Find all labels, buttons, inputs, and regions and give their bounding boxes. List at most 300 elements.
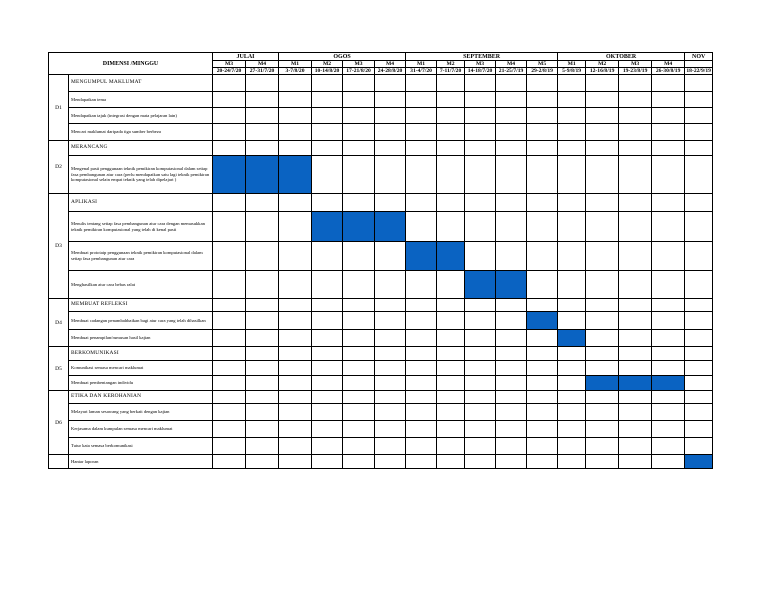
- schedule-cell: [375, 242, 406, 271]
- schedule-cell: [437, 194, 465, 212]
- schedule-cell: [213, 75, 246, 92]
- schedule-cell: [685, 312, 713, 330]
- schedule-cell: [496, 242, 527, 271]
- schedule-cell: [437, 330, 465, 347]
- schedule-cell: [527, 108, 558, 124]
- activity-row: [49, 156, 713, 194]
- dimension-cell: D2: [49, 141, 69, 194]
- schedule-cell: [213, 212, 246, 242]
- week-header: M1: [406, 61, 437, 68]
- schedule-cell: [213, 330, 246, 347]
- week-header: M5: [527, 61, 558, 68]
- schedule-cell: [685, 271, 713, 299]
- schedule-cell: [586, 404, 619, 421]
- schedule-cell: [652, 347, 685, 361]
- schedule-cell: [558, 376, 586, 391]
- schedule-cell: [279, 312, 312, 330]
- schedule-cell: [496, 438, 527, 455]
- schedule-cell: [652, 455, 685, 469]
- schedule-cell: [246, 361, 279, 376]
- schedule-cell: [437, 141, 465, 156]
- schedule-cell: [496, 347, 527, 361]
- schedule-bar-cell: [279, 156, 312, 194]
- schedule-cell: [312, 242, 343, 271]
- schedule-cell: [586, 271, 619, 299]
- schedule-cell: [586, 421, 619, 438]
- activity-label: Mencari maklumat daripada tiga sumber berbeza: [69, 124, 213, 141]
- schedule-cell: [343, 242, 375, 271]
- schedule-cell: [246, 421, 279, 438]
- schedule-cell: [685, 347, 713, 361]
- week-date-header: 21-25/7/19: [496, 68, 527, 75]
- schedule-cell: [527, 391, 558, 404]
- schedule-cell: [213, 312, 246, 330]
- activity-row: [49, 108, 713, 124]
- schedule-cell: [558, 141, 586, 156]
- schedule-cell: [465, 108, 496, 124]
- schedule-cell: [246, 391, 279, 404]
- schedule-cell: [586, 75, 619, 92]
- schedule-cell: [586, 330, 619, 347]
- schedule-cell: [437, 455, 465, 469]
- schedule-cell: [375, 330, 406, 347]
- schedule-cell: [343, 376, 375, 391]
- schedule-cell: [375, 347, 406, 361]
- schedule-cell: [312, 156, 343, 194]
- schedule-cell: [496, 361, 527, 376]
- schedule-cell: [406, 156, 437, 194]
- schedule-cell: [496, 421, 527, 438]
- schedule-cell: [619, 312, 652, 330]
- activity-row: [49, 242, 713, 271]
- schedule-cell: [312, 361, 343, 376]
- dimension-cell: [49, 455, 69, 469]
- schedule-bar-cell: [465, 271, 496, 299]
- schedule-cell: [312, 92, 343, 108]
- schedule-cell: [558, 438, 586, 455]
- schedule-cell: [586, 455, 619, 469]
- schedule-cell: [496, 156, 527, 194]
- schedule-cell: [312, 141, 343, 156]
- week-header: M1: [279, 61, 312, 68]
- schedule-cell: [619, 391, 652, 404]
- activity-label: Melayari laman sesawang yang berkait dengan kajian: [69, 404, 213, 421]
- schedule-cell: [246, 376, 279, 391]
- week-header: M4: [652, 61, 685, 68]
- schedule-cell: [343, 156, 375, 194]
- activity-row: [49, 421, 713, 438]
- schedule-cell: [619, 92, 652, 108]
- schedule-cell: [213, 376, 246, 391]
- week-header: M2: [586, 61, 619, 68]
- schedule-cell: [246, 347, 279, 361]
- schedule-cell: [343, 330, 375, 347]
- schedule-cell: [246, 438, 279, 455]
- schedule-cell: [375, 361, 406, 376]
- schedule-cell: [246, 242, 279, 271]
- schedule-cell: [527, 156, 558, 194]
- schedule-cell: [558, 312, 586, 330]
- schedule-cell: [465, 421, 496, 438]
- schedule-bar-cell: [312, 212, 343, 242]
- activity-row: [49, 391, 713, 404]
- schedule-cell: [619, 108, 652, 124]
- schedule-cell: [527, 404, 558, 421]
- schedule-cell: [406, 330, 437, 347]
- schedule-cell: [558, 361, 586, 376]
- schedule-cell: [652, 212, 685, 242]
- week-date-header: 17-21/8/20: [343, 68, 375, 75]
- schedule-cell: [586, 361, 619, 376]
- schedule-cell: [496, 92, 527, 108]
- schedule-cell: [685, 421, 713, 438]
- schedule-cell: [279, 438, 312, 455]
- week-date-header: 26-30/8/19: [652, 68, 685, 75]
- schedule-cell: [619, 330, 652, 347]
- schedule-cell: [437, 299, 465, 312]
- schedule-cell: [685, 124, 713, 141]
- activity-row: [49, 212, 713, 242]
- schedule-cell: [619, 212, 652, 242]
- activity-row: [49, 271, 713, 299]
- schedule-cell: [246, 75, 279, 92]
- schedule-cell: [437, 404, 465, 421]
- schedule-bar-cell: [437, 242, 465, 271]
- schedule-cell: [437, 156, 465, 194]
- schedule-cell: [465, 124, 496, 141]
- schedule-cell: [685, 404, 713, 421]
- activity-label: Menghasilkan atur cara bebas ralat: [69, 271, 213, 299]
- schedule-cell: [279, 271, 312, 299]
- section-title: MERANCANG: [69, 141, 213, 156]
- schedule-cell: [558, 347, 586, 361]
- schedule-cell: [652, 75, 685, 92]
- schedule-cell: [437, 361, 465, 376]
- schedule-cell: [375, 312, 406, 330]
- schedule-cell: [496, 194, 527, 212]
- schedule-cell: [279, 299, 312, 312]
- schedule-cell: [375, 421, 406, 438]
- schedule-cell: [496, 330, 527, 347]
- schedule-cell: [406, 376, 437, 391]
- month-header: NOV: [685, 53, 713, 61]
- schedule-cell: [437, 421, 465, 438]
- schedule-cell: [619, 347, 652, 361]
- schedule-cell: [312, 330, 343, 347]
- activity-row: [49, 75, 713, 92]
- schedule-cell: [527, 212, 558, 242]
- schedule-cell: [312, 299, 343, 312]
- schedule-cell: [558, 194, 586, 212]
- schedule-cell: [279, 347, 312, 361]
- week-date-header: 10-14/8/20: [312, 68, 343, 75]
- schedule-cell: [343, 404, 375, 421]
- activity-label: Mendapatkan tajuk (integrasi dengan mata pelajaran lain): [69, 108, 213, 124]
- schedule-cell: [246, 194, 279, 212]
- activity-label: Tutur kata semasa berkomunikasi: [69, 438, 213, 455]
- schedule-cell: [279, 194, 312, 212]
- month-header: SEPTEMBER: [406, 53, 558, 61]
- schedule-cell: [465, 141, 496, 156]
- activity-label: Membuat penampilan/rumusan hasil kajian: [69, 330, 213, 347]
- schedule-cell: [652, 156, 685, 194]
- schedule-cell: [375, 391, 406, 404]
- schedule-cell: [279, 391, 312, 404]
- schedule-bar-cell: [213, 156, 246, 194]
- schedule-cell: [312, 347, 343, 361]
- week-header: M4: [496, 61, 527, 68]
- schedule-cell: [586, 347, 619, 361]
- schedule-cell: [685, 242, 713, 271]
- schedule-cell: [685, 376, 713, 391]
- schedule-cell: [586, 312, 619, 330]
- schedule-cell: [558, 455, 586, 469]
- schedule-cell: [437, 391, 465, 404]
- schedule-cell: [527, 438, 558, 455]
- schedule-cell: [652, 141, 685, 156]
- week-header: M3: [343, 61, 375, 68]
- schedule-cell: [496, 141, 527, 156]
- schedule-cell: [465, 242, 496, 271]
- schedule-cell: [343, 421, 375, 438]
- schedule-cell: [496, 299, 527, 312]
- schedule-cell: [406, 108, 437, 124]
- schedule-cell: [312, 108, 343, 124]
- schedule-cell: [343, 108, 375, 124]
- schedule-cell: [279, 108, 312, 124]
- schedule-cell: [279, 404, 312, 421]
- schedule-cell: [437, 347, 465, 361]
- schedule-cell: [465, 347, 496, 361]
- schedule-cell: [406, 141, 437, 156]
- schedule-cell: [375, 156, 406, 194]
- schedule-cell: [437, 124, 465, 141]
- dimensi-minggu-header: DIMENSI /MINGGU: [49, 53, 213, 75]
- schedule-cell: [558, 92, 586, 108]
- schedule-cell: [343, 75, 375, 92]
- schedule-cell: [279, 92, 312, 108]
- schedule-cell: [213, 421, 246, 438]
- schedule-cell: [279, 421, 312, 438]
- schedule-cell: [558, 156, 586, 194]
- schedule-cell: [652, 194, 685, 212]
- schedule-cell: [496, 376, 527, 391]
- schedule-cell: [246, 141, 279, 156]
- schedule-cell: [343, 271, 375, 299]
- schedule-cell: [213, 391, 246, 404]
- schedule-cell: [558, 271, 586, 299]
- gantt-table: [48, 52, 713, 469]
- schedule-bar-cell: [343, 212, 375, 242]
- schedule-cell: [465, 312, 496, 330]
- schedule-cell: [558, 124, 586, 141]
- schedule-cell: [246, 404, 279, 421]
- activity-row: [49, 92, 713, 108]
- schedule-cell: [619, 438, 652, 455]
- schedule-cell: [213, 124, 246, 141]
- schedule-cell: [619, 404, 652, 421]
- schedule-cell: [406, 455, 437, 469]
- schedule-cell: [527, 271, 558, 299]
- activity-label: Membuat cadangan penambahbaikan bagi atur cara yang telah dihasilkan: [69, 312, 213, 330]
- schedule-cell: [652, 438, 685, 455]
- section-title: ETIKA DAN KEROHANIAN: [69, 391, 213, 404]
- week-header: M3: [619, 61, 652, 68]
- week-date-header: 20-24/7/20: [213, 68, 246, 75]
- schedule-cell: [375, 376, 406, 391]
- schedule-cell: [246, 212, 279, 242]
- schedule-cell: [527, 347, 558, 361]
- schedule-cell: [246, 455, 279, 469]
- schedule-cell: [652, 404, 685, 421]
- schedule-cell: [527, 299, 558, 312]
- schedule-cell: [685, 438, 713, 455]
- activity-row: [49, 438, 713, 455]
- schedule-cell: [619, 242, 652, 271]
- schedule-cell: [343, 141, 375, 156]
- week-date-header: 24-28/8/20: [375, 68, 406, 75]
- activity-label: Menulis tentang setiap fasa pembangunan atur cara dengan memasukkan teknik pemikiran komputasional yang telah di kenal pasti: [69, 212, 213, 242]
- schedule-cell: [652, 92, 685, 108]
- week-header: M1: [558, 61, 586, 68]
- schedule-cell: [312, 376, 343, 391]
- schedule-cell: [619, 141, 652, 156]
- week-header: M2: [437, 61, 465, 68]
- schedule-cell: [406, 312, 437, 330]
- activity-row: [49, 376, 713, 391]
- schedule-cell: [465, 455, 496, 469]
- schedule-cell: [279, 141, 312, 156]
- schedule-cell: [685, 391, 713, 404]
- schedule-cell: [496, 391, 527, 404]
- schedule-cell: [558, 299, 586, 312]
- schedule-cell: [312, 194, 343, 212]
- schedule-cell: [586, 108, 619, 124]
- schedule-cell: [246, 108, 279, 124]
- schedule-cell: [558, 75, 586, 92]
- schedule-cell: [496, 455, 527, 469]
- schedule-cell: [527, 455, 558, 469]
- week-date-header: 18-22/9/19: [686, 68, 711, 74]
- schedule-cell: [465, 156, 496, 194]
- schedule-bar-cell: [586, 376, 619, 391]
- section-title: MEMBUAT REFLEKSI: [69, 299, 213, 312]
- schedule-cell: [312, 312, 343, 330]
- schedule-cell: [465, 361, 496, 376]
- activity-row: [49, 361, 713, 376]
- schedule-cell: [406, 391, 437, 404]
- dimension-cell: D5: [49, 347, 69, 391]
- week-header: [685, 61, 713, 68]
- schedule-cell: [619, 455, 652, 469]
- schedule-cell: [558, 108, 586, 124]
- schedule-cell: [437, 75, 465, 92]
- activity-row: [49, 124, 713, 141]
- schedule-cell: [246, 312, 279, 330]
- schedule-cell: [619, 421, 652, 438]
- schedule-cell: [586, 391, 619, 404]
- activity-label: Mendapatkan tema: [69, 92, 213, 108]
- schedule-cell: [619, 194, 652, 212]
- schedule-cell: [279, 376, 312, 391]
- week-date-header: 27-31/7/20: [246, 68, 279, 75]
- schedule-cell: [375, 124, 406, 141]
- schedule-cell: [652, 299, 685, 312]
- schedule-cell: [375, 438, 406, 455]
- schedule-cell: [586, 438, 619, 455]
- schedule-cell: [652, 330, 685, 347]
- schedule-cell: [279, 455, 312, 469]
- schedule-cell: [652, 361, 685, 376]
- schedule-cell: [496, 75, 527, 92]
- schedule-cell: [375, 92, 406, 108]
- schedule-cell: [465, 330, 496, 347]
- schedule-cell: [343, 312, 375, 330]
- schedule-cell: [619, 156, 652, 194]
- activity-row: [49, 312, 713, 330]
- schedule-cell: [246, 124, 279, 141]
- schedule-cell: [246, 92, 279, 108]
- week-date-header: 31-4/7/20: [406, 68, 437, 75]
- schedule-cell: [406, 92, 437, 108]
- schedule-cell: [527, 75, 558, 92]
- schedule-cell: [279, 124, 312, 141]
- week-date-header: 5-9/8/19: [558, 68, 586, 75]
- schedule-cell: [558, 212, 586, 242]
- schedule-cell: [586, 212, 619, 242]
- schedule-cell: [465, 404, 496, 421]
- schedule-cell: [279, 330, 312, 347]
- schedule-cell: [652, 108, 685, 124]
- activity-label: Mengenal pasti penggunaan teknik pemikiran komputasional dalam setiap fasa pembangunan atur cara (perlu mendapatkan satu lagi teknik pemikiran komputasional selain empat teknik yang telah dipelajari ): [69, 156, 213, 194]
- schedule-cell: [558, 391, 586, 404]
- dimension-cell: D3: [49, 194, 69, 299]
- schedule-cell: [652, 124, 685, 141]
- schedule-cell: [586, 242, 619, 271]
- schedule-cell: [465, 92, 496, 108]
- schedule-bar-cell: [652, 376, 685, 391]
- schedule-cell: [586, 141, 619, 156]
- schedule-cell: [312, 75, 343, 92]
- schedule-cell: [375, 108, 406, 124]
- schedule-cell: [527, 124, 558, 141]
- schedule-cell: [527, 376, 558, 391]
- schedule-cell: [406, 271, 437, 299]
- schedule-cell: [685, 92, 713, 108]
- schedule-cell: [279, 212, 312, 242]
- schedule-cell: [375, 271, 406, 299]
- schedule-cell: [312, 421, 343, 438]
- week-date-header: 29-2/8/19: [527, 68, 558, 75]
- schedule-cell: [406, 299, 437, 312]
- schedule-cell: [213, 404, 246, 421]
- schedule-cell: [406, 438, 437, 455]
- week-date-header: 19-23/8/19: [619, 68, 652, 75]
- schedule-cell: [375, 75, 406, 92]
- dimension-cell: D4: [49, 299, 69, 347]
- schedule-cell: [312, 404, 343, 421]
- schedule-cell: [619, 124, 652, 141]
- schedule-cell: [619, 299, 652, 312]
- schedule-cell: [213, 108, 246, 124]
- schedule-bar-cell: [619, 376, 652, 391]
- month-header: OKTOBER: [558, 53, 685, 61]
- schedule-cell: [437, 376, 465, 391]
- schedule-cell: [406, 347, 437, 361]
- schedule-cell: [685, 299, 713, 312]
- schedule-cell: [527, 361, 558, 376]
- schedule-cell: [465, 438, 496, 455]
